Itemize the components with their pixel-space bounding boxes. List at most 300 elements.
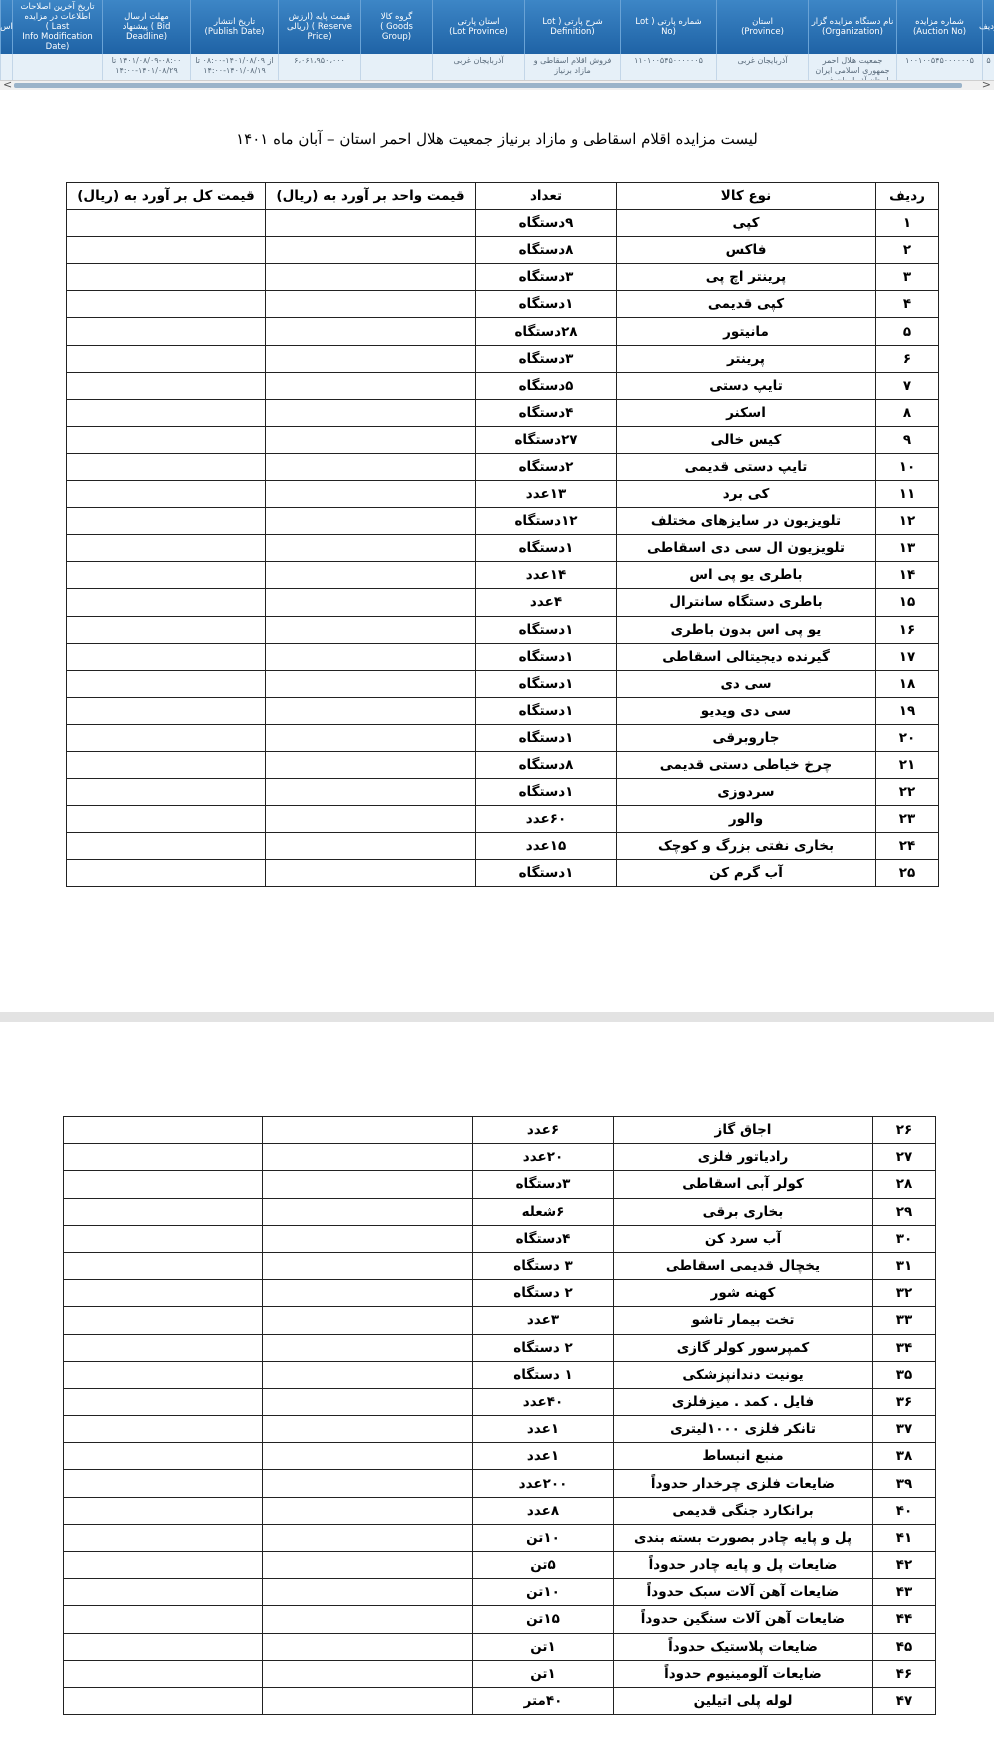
item-quantity: ۱عدد: [473, 1416, 614, 1443]
item-name: چرخ خیاطی دستی قدیمی: [617, 751, 876, 778]
unit-price-cell: [263, 1117, 473, 1144]
total-price-cell: [67, 264, 266, 291]
row-index: ۲۲: [876, 779, 939, 806]
item-quantity: ۱دستگاه: [476, 860, 617, 887]
total-price-cell: [64, 1633, 263, 1660]
organization-name: جمعیت هلال احمر جمهوری اسلامی ایران: [808, 54, 896, 80]
col-header-unit-price: قیمت واحد بر آورد به (ریال): [266, 183, 476, 210]
row-index: ۵: [876, 318, 939, 345]
total-price-cell: [64, 1361, 263, 1388]
item-quantity: ۲دستگاه: [476, 453, 617, 480]
table-row: [67, 616, 939, 643]
unit-price-cell: [263, 1225, 473, 1252]
row-index: ۲۶: [873, 1117, 936, 1144]
total-price-cell: [64, 1280, 263, 1307]
item-name: یو پی اس بدون باطری: [617, 616, 876, 643]
total-price-cell: [67, 318, 266, 345]
item-quantity: ۱۳عدد: [476, 481, 617, 508]
table-row: [67, 453, 939, 480]
scroll-right-icon[interactable]: >: [981, 78, 991, 91]
item-quantity: ۲ دستگاه: [473, 1280, 614, 1307]
total-price-cell: [64, 1307, 263, 1334]
item-quantity: ۱دستگاه: [476, 670, 617, 697]
lot-number: ۱۱۰۱۰۰۵۴۵۰۰۰۰۰۰۵: [620, 54, 716, 80]
item-name: کپی قدیمی: [617, 291, 876, 318]
item-quantity: ۴۰عدد: [473, 1388, 614, 1415]
row-index: ۲۹: [873, 1198, 936, 1225]
item-name: کیس خالی: [617, 426, 876, 453]
row-index: ۱۲: [876, 508, 939, 535]
item-quantity: ۱دستگاه: [476, 291, 617, 318]
item-name: تایپ دستی: [617, 372, 876, 399]
item-quantity: ۱عدد: [473, 1443, 614, 1470]
auction-col-header-fa: تاریخ آخرین اصلاحات اطلاعات در مزایده: [20, 2, 95, 22]
item-quantity: ۱۵تن: [473, 1606, 614, 1633]
table-row: [64, 1144, 936, 1171]
item-name: پرینتر اچ پی: [617, 264, 876, 291]
horizontal-scrollbar[interactable]: [0, 80, 994, 90]
auction-col-header-fa: شماره مزایده: [915, 17, 964, 27]
item-name: تلویزیون در سایزهای مختلف: [617, 508, 876, 535]
item-name: تانکر فلزی ۱۰۰۰لیتری: [614, 1416, 873, 1443]
auction-table-header: [0, 0, 998, 54]
unit-price-cell: [266, 535, 476, 562]
auction-col-header[interactable]: [978, 0, 998, 54]
row-index: ۱۰: [876, 453, 939, 480]
unit-price-cell: [263, 1171, 473, 1198]
total-price-cell: [67, 481, 266, 508]
item-name: آب سرد کن: [614, 1225, 873, 1252]
item-quantity: ۱دستگاه: [476, 535, 617, 562]
unit-price-cell: [266, 210, 476, 237]
item-quantity: ۵تن: [473, 1552, 614, 1579]
total-price-cell: [64, 1225, 263, 1252]
auction-col-header-fa: مهلت ارسال: [124, 12, 169, 22]
table-row: [64, 1198, 936, 1225]
item-quantity: ۴عدد: [476, 589, 617, 616]
row-index: ۳۷: [873, 1416, 936, 1443]
table-row: [64, 1416, 936, 1443]
item-quantity: ۱۵عدد: [476, 833, 617, 860]
table-row: [67, 508, 939, 535]
auction-col-header[interactable]: [808, 0, 896, 54]
auction-table-row[interactable]: [0, 54, 994, 80]
table-header-row: [67, 183, 939, 210]
item-name: یخچال قدیمی اسقاطی: [614, 1252, 873, 1279]
unit-price-cell: [266, 751, 476, 778]
document-title: لیست مزایده اقلام اسقاطی و مازاد برنیاز جمعیت هلال احمر استان – آبان ماه ۱۴۰۱: [236, 130, 758, 148]
row-index: ۴: [876, 291, 939, 318]
unit-price-cell: [263, 1144, 473, 1171]
unit-price-cell: [263, 1606, 473, 1633]
table-row: [64, 1280, 936, 1307]
table-row: [67, 670, 939, 697]
page-separator: [0, 1012, 994, 1022]
last-modification-date: [12, 54, 102, 80]
table-row: [67, 562, 939, 589]
auction-col-header-fa: شرح پارتی ( Lot: [542, 17, 603, 27]
row-index: ۸: [876, 399, 939, 426]
item-quantity: ۹دستگاه: [476, 210, 617, 237]
row-index: ۳۱: [873, 1252, 936, 1279]
table-row: [64, 1497, 936, 1524]
auction-col-header[interactable]: [896, 0, 982, 54]
row-index: ۲۴: [876, 833, 939, 860]
total-price-cell: [67, 751, 266, 778]
unit-price-cell: [266, 481, 476, 508]
col-header-item: نوع کالا: [617, 183, 876, 210]
table-row: [64, 1388, 936, 1415]
total-price-cell: [67, 372, 266, 399]
item-quantity: ۲۸دستگاه: [476, 318, 617, 345]
table-row: [64, 1524, 936, 1551]
total-price-cell: [64, 1606, 263, 1633]
item-quantity: ۴دستگاه: [473, 1225, 614, 1252]
unit-price-cell: [266, 833, 476, 860]
item-quantity: ۱ دستگاه: [473, 1361, 614, 1388]
item-name: کپی: [617, 210, 876, 237]
col-header-total-price: قیمت کل بر آورد به (ریال): [67, 183, 266, 210]
item-name: فایل . کمد . میزفلزی: [614, 1388, 873, 1415]
total-price-cell: [64, 1416, 263, 1443]
item-quantity: ۳ دستگاه: [473, 1252, 614, 1279]
item-name: والور: [617, 806, 876, 833]
total-price-cell: [67, 589, 266, 616]
auction-col-header[interactable]: [0, 0, 12, 54]
auction-col-header-en: Goods ) (Group: [380, 22, 413, 42]
table-row: [67, 724, 939, 751]
table-row: [64, 1660, 936, 1687]
item-name: تایپ دستی قدیمی: [617, 453, 876, 480]
auction-col-header-en: Bid ) پیشنهاد (Deadline: [122, 22, 171, 42]
total-price-cell: [64, 1687, 263, 1714]
item-quantity: ۱۰تن: [473, 1524, 614, 1551]
table-row: [67, 697, 939, 724]
item-name: کهنه شور: [614, 1280, 873, 1307]
unit-price-cell: [263, 1443, 473, 1470]
scrollbar-thumb[interactable]: [14, 83, 962, 88]
goods-group: [360, 54, 432, 80]
total-price-cell: [67, 670, 266, 697]
row-index: ۱۳: [876, 535, 939, 562]
total-price-cell: [64, 1443, 263, 1470]
total-price-cell: [64, 1144, 263, 1171]
item-name: کمپرسور کولر گازی: [614, 1334, 873, 1361]
auction-col-header-en: (Lot Province): [449, 27, 508, 37]
unit-price-cell: [263, 1497, 473, 1524]
row-index: ۲۵: [876, 860, 939, 887]
row-index: ۳۲: [873, 1280, 936, 1307]
total-price-cell: [64, 1334, 263, 1361]
row-index: ۲۰: [876, 724, 939, 751]
item-quantity: ۳دستگاه: [476, 264, 617, 291]
item-name: یونیت دندانپزشکی: [614, 1361, 873, 1388]
item-name: ضایعات آهن آلات سنگین حدوداً: [614, 1606, 873, 1633]
item-name: برانکارد جنگی قدیمی: [614, 1497, 873, 1524]
item-quantity: ۲۷دستگاه: [476, 426, 617, 453]
total-price-cell: [67, 210, 266, 237]
item-name: پرینتر: [617, 345, 876, 372]
item-quantity: ۱تن: [473, 1660, 614, 1687]
unit-price-cell: [263, 1361, 473, 1388]
unit-price-cell: [266, 589, 476, 616]
table-row: [67, 318, 939, 345]
total-price-cell: [67, 833, 266, 860]
total-price-cell: [67, 616, 266, 643]
unit-price-cell: [266, 697, 476, 724]
item-quantity: ۱دستگاه: [476, 697, 617, 724]
unit-price-cell: [266, 806, 476, 833]
total-price-cell: [67, 237, 266, 264]
unit-price-cell: [263, 1334, 473, 1361]
item-quantity: ۳دستگاه: [473, 1171, 614, 1198]
col-header-quantity: تعداد: [476, 183, 617, 210]
table-row: [67, 237, 939, 264]
row-index: ۱۶: [876, 616, 939, 643]
col-header-index: ردیف: [876, 183, 939, 210]
item-name: رادیاتور فلزی: [614, 1144, 873, 1171]
item-name: فاکس: [617, 237, 876, 264]
bid-deadline: ۱۴۰۱/۰۸/۰۹-۰۸:۰۰ تا ۱۴۰۱/۰۸/۲۹-۱۴:۰۰: [102, 54, 190, 80]
unit-price-cell: [263, 1524, 473, 1551]
publish-date: از ۱۴۰۱/۰۸/۰۹-۰۸:۰۰ تا ۱۴۰۱/۰۸/۱۹-۱۴:۰۰: [190, 54, 278, 80]
item-quantity: ۱دستگاه: [476, 643, 617, 670]
table-row: [64, 1687, 936, 1714]
auction-col-header-fa: تاریخ انتشار: [213, 17, 256, 27]
unit-price-cell: [266, 291, 476, 318]
items-table-page-2: [63, 1116, 936, 1715]
unit-price-cell: [263, 1579, 473, 1606]
table-row: [64, 1470, 936, 1497]
unit-price-cell: [266, 779, 476, 806]
row-index: ۳۳: [873, 1307, 936, 1334]
province: آذربایجان غربی: [716, 54, 808, 80]
item-quantity: ۸عدد: [473, 1497, 614, 1524]
item-name: لوله پلی اتیلین: [614, 1687, 873, 1714]
item-name: سی دی ویدیو: [617, 697, 876, 724]
items-table-page-1: [66, 182, 939, 887]
unit-price-cell: [266, 860, 476, 887]
total-price-cell: [64, 1660, 263, 1687]
total-price-cell: [64, 1497, 263, 1524]
total-price-cell: [67, 291, 266, 318]
auction-col-header[interactable]: [102, 0, 190, 54]
row-index: ۳: [876, 264, 939, 291]
total-price-cell: [67, 779, 266, 806]
unit-price-cell: [266, 724, 476, 751]
item-quantity: ۴۰متر: [473, 1687, 614, 1714]
row-index: ۱۱: [876, 481, 939, 508]
auction-col-header-fa: شماره پارتی ( Lot: [635, 17, 702, 27]
table-row: [64, 1334, 936, 1361]
table-row: [64, 1252, 936, 1279]
item-quantity: ۶عدد: [473, 1117, 614, 1144]
item-name: جاروبرقی: [617, 724, 876, 751]
table-row: [64, 1117, 936, 1144]
table-row: [67, 291, 939, 318]
table-row: [67, 860, 939, 887]
table-row: [67, 589, 939, 616]
item-quantity: ۶۰عدد: [476, 806, 617, 833]
total-price-cell: [64, 1579, 263, 1606]
row-index: ۱: [876, 210, 939, 237]
table-row: [64, 1361, 936, 1388]
scroll-left-icon[interactable]: <: [3, 78, 13, 91]
total-price-cell: [67, 806, 266, 833]
unit-price-cell: [263, 1552, 473, 1579]
auction-col-header-fa: ردیف: [978, 22, 998, 32]
row-extra-cell: [0, 54, 12, 80]
table-row: [67, 751, 939, 778]
auction-col-header[interactable]: [278, 0, 360, 54]
item-name: باطری یو پی اس: [617, 562, 876, 589]
auction-col-header[interactable]: [716, 0, 808, 54]
table-row: [64, 1606, 936, 1633]
table-row: [64, 1633, 936, 1660]
unit-price-cell: [263, 1307, 473, 1334]
unit-price-cell: [263, 1687, 473, 1714]
unit-price-cell: [263, 1252, 473, 1279]
row-index: ۴۶: [873, 1660, 936, 1687]
auction-col-header-en: (Publish Date): [204, 27, 265, 37]
unit-price-cell: [266, 399, 476, 426]
item-quantity: ۱دستگاه: [476, 724, 617, 751]
item-name: گیرنده دیجیتالی اسقاطی: [617, 643, 876, 670]
table-row: [67, 426, 939, 453]
unit-price-cell: [263, 1198, 473, 1225]
item-quantity: ۵دستگاه: [476, 372, 617, 399]
unit-price-cell: [263, 1470, 473, 1497]
table-row: [67, 399, 939, 426]
item-name: بخاری برقی: [614, 1198, 873, 1225]
unit-price-cell: [266, 643, 476, 670]
item-quantity: ۲۰۰عدد: [473, 1470, 614, 1497]
unit-price-cell: [266, 562, 476, 589]
unit-price-cell: [266, 264, 476, 291]
item-name: کولر آبی اسقاطی: [614, 1171, 873, 1198]
row-index: ۴۰: [873, 1497, 936, 1524]
total-price-cell: [67, 453, 266, 480]
item-quantity: ۱دستگاه: [476, 616, 617, 643]
row-index: ۳۰: [873, 1225, 936, 1252]
lot-definition: فروش اقلام اسقاطی و مازاد برنیاز: [524, 54, 620, 80]
auction-col-header[interactable]: [360, 0, 432, 54]
auction-col-header-fa: استان: [752, 17, 773, 27]
table-row: [67, 806, 939, 833]
item-quantity: ۱تن: [473, 1633, 614, 1660]
row-index: ۱۷: [876, 643, 939, 670]
unit-price-cell: [266, 318, 476, 345]
auction-col-header-en: Reserve ) (ریالی (Price: [287, 22, 352, 42]
auction-col-header[interactable]: [524, 0, 620, 54]
unit-price-cell: [263, 1633, 473, 1660]
item-quantity: ۲۰عدد: [473, 1144, 614, 1171]
table-row: [67, 210, 939, 237]
item-name: ضایعات آلومینیوم حدوداً: [614, 1660, 873, 1687]
row-index: ۴۲: [873, 1552, 936, 1579]
total-price-cell: [67, 535, 266, 562]
item-name: منبع انبساط: [614, 1443, 873, 1470]
item-name: اسکنر: [617, 399, 876, 426]
total-price-cell: [64, 1552, 263, 1579]
total-price-cell: [67, 860, 266, 887]
auction-col-header-en: (Auction No): [912, 27, 967, 37]
total-price-cell: [64, 1524, 263, 1551]
table-row: [67, 264, 939, 291]
item-quantity: ۱دستگاه: [476, 779, 617, 806]
total-price-cell: [64, 1388, 263, 1415]
row-index: ۳۴: [873, 1334, 936, 1361]
auction-col-header[interactable]: [12, 0, 102, 54]
row-index: ۲: [876, 237, 939, 264]
item-quantity: ۱۴عدد: [476, 562, 617, 589]
item-name: ضایعات پلاستیک حدوداً: [614, 1633, 873, 1660]
unit-price-cell: [266, 372, 476, 399]
table-row: [67, 535, 939, 562]
auction-info-table: [0, 0, 998, 91]
table-row: [64, 1171, 936, 1198]
row-index: ۳۵: [873, 1361, 936, 1388]
item-name: اجاق گاز: [614, 1117, 873, 1144]
table-row: [67, 779, 939, 806]
table-row: [64, 1552, 936, 1579]
unit-price-cell: [266, 508, 476, 535]
row-index: ۵: [982, 54, 994, 80]
item-quantity: ۳عدد: [473, 1307, 614, 1334]
row-index: ۹: [876, 426, 939, 453]
auction-number[interactable]: ۱۰۰۱۰۰۵۴۵۰۰۰۰۰۰۵: [896, 54, 982, 80]
table-row: [67, 345, 939, 372]
auction-col-header-fa: استان پارتی: [457, 17, 500, 27]
auction-col-header-fa: قیمت پایه (ارزش: [288, 12, 351, 22]
row-index: ۴۴: [873, 1606, 936, 1633]
item-quantity: ۶شعله: [473, 1198, 614, 1225]
reserve-price: ۶،۰۶۱،۹۵۰،۰۰۰: [278, 54, 360, 80]
auction-col-header[interactable]: [620, 0, 716, 54]
row-index: ۲۱: [876, 751, 939, 778]
item-name: سی دی: [617, 670, 876, 697]
auction-col-header-en: (Province): [741, 27, 784, 37]
auction-col-header-fa: گروه کالا: [380, 12, 413, 22]
auction-col-header[interactable]: [190, 0, 278, 54]
unit-price-cell: [263, 1388, 473, 1415]
item-name: مانیتور: [617, 318, 876, 345]
row-index: ۱۸: [876, 670, 939, 697]
unit-price-cell: [266, 616, 476, 643]
row-index: ۲۸: [873, 1171, 936, 1198]
row-index: ۶: [876, 345, 939, 372]
table-row: [67, 833, 939, 860]
row-index: ۴۳: [873, 1579, 936, 1606]
unit-price-cell: [263, 1660, 473, 1687]
row-index: ۲۳: [876, 806, 939, 833]
item-name: باطری دستگاه سانترال: [617, 589, 876, 616]
row-index: ۱۴: [876, 562, 939, 589]
item-name: بخاری نفتی بزرگ و کوچک: [617, 833, 876, 860]
auction-col-header[interactable]: [432, 0, 524, 54]
total-price-cell: [64, 1198, 263, 1225]
item-name: تلویزیون ال سی دی اسقاطی: [617, 535, 876, 562]
unit-price-cell: [266, 453, 476, 480]
unit-price-cell: [266, 670, 476, 697]
unit-price-cell: [266, 426, 476, 453]
row-index: ۳۸: [873, 1443, 936, 1470]
item-quantity: ۸دستگاه: [476, 751, 617, 778]
row-index: ۲۷: [873, 1144, 936, 1171]
row-index: ۱۹: [876, 697, 939, 724]
total-price-cell: [64, 1252, 263, 1279]
total-price-cell: [64, 1470, 263, 1497]
